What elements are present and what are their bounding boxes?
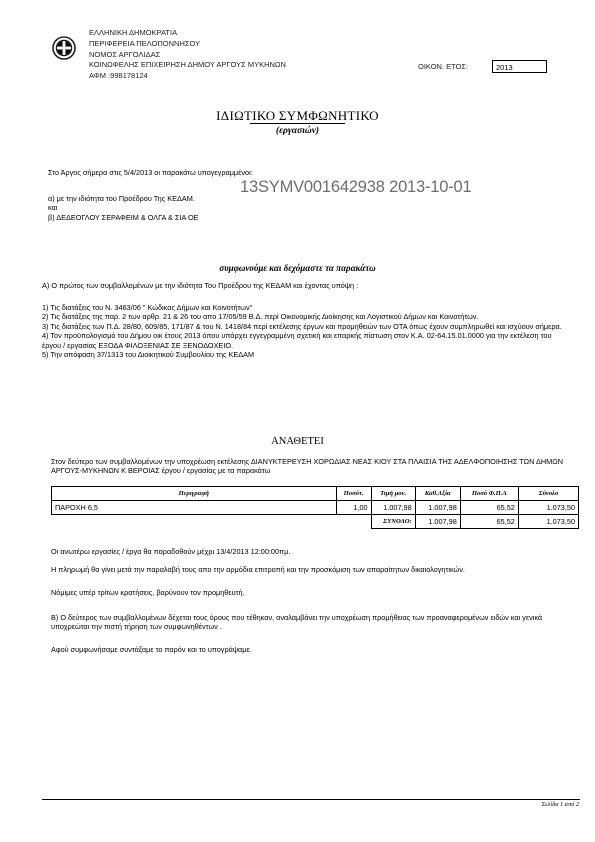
header-line: ΕΛΛΗΝΙΚΗ ΔΗΜΟΚΡΑΤΙΑ — [89, 28, 178, 37]
header-line: ΚΟΙΝΩΦΕΛΗΣ ΕΠΙΧΕΙΡΗΣΗ ΔΗΜΟΥ ΑΡΓΟΥΣ ΜΥΚΗΝΩΝ — [89, 60, 286, 70]
table-total-row — [52, 515, 579, 529]
total-cell: 65,52 — [460, 515, 518, 529]
column-header: Σύνολο — [518, 487, 578, 501]
party-b: β) ΔΕΔΕΟΓΛΟΥ ΣΕΡΑΦΕΙΜ & ΟΛΓΑ & ΣΙΑ ΟΕ — [48, 213, 199, 222]
assigns-text: Στον δεύτερο των συμβαλλομένων την υποχρέωση εκτέλεσης ΔΙΑΝΥΚΤΕΡΕΥΣΗ ΧΟΡΩΔΙΑΣ ΝΕΑΣ ΚΙΟΥ ΣΤΑ ΠΛΑΙΣΙΑ ΤΗΣ ΑΔΕΛΦΟΠΟΙΗΣΗΣ ΤΩΝ ΔΗΜΩΝ ΑΡΓΟΥΣ-ΜΥΚΗΝΩΝ Κ ΒΕΡΟΙΑΣ έργου / εργασίας με τα παρακάτω — [51, 457, 563, 476]
closing-text: Αφού συμφωνήσαμε συντάξαμε το παρόν και το υπογράψαμε. — [51, 645, 252, 654]
section-a-items — [42, 303, 572, 359]
table-cell: 1.007,98 — [415, 501, 460, 515]
table-row — [52, 501, 579, 515]
services-table — [51, 486, 579, 529]
table-cell: 1.007,98 — [371, 501, 415, 515]
deadline-text: Οι ανωτέρω εργασίες / έργα θα παραδοθούν μέχρι 13/4/2013 12:00:00πμ. — [51, 547, 291, 556]
table-cell: 1.073,50 — [518, 501, 578, 515]
header-line: ΑΦΜ :998178124 — [89, 71, 148, 81]
legal-item: 4) Τον προϋπολογισμό του Δήμου οικ έτους 2013 όπου υπάρχει εγγεγραμμένη σχετική και επαρκής πίστωση στον Κ.Α. 02-64.15.01.0000 για την εκτέλεση του έργου / εργασίας ΕΞΟΔΑ ΦΙΛΟΞΕΝΙΑΣ ΣΕ ΞΕΝΟΔΟΧΕΙΟ. — [42, 331, 552, 350]
column-header: Καθ.Αξία — [415, 487, 460, 501]
document-subtitle: (εργασιών) — [275, 126, 320, 136]
table-cell: 65,52 — [460, 501, 518, 515]
assigns-heading: ΑΝΑΘΕΤΕΙ — [271, 436, 324, 447]
table-cell: ΠΑΡΟΧΗ 6,5 — [52, 501, 337, 515]
legal-item: 5) Την απόφαση 37/1313 του Διοικητικού Συμβουλίου της ΚΕΔΑΜ — [42, 350, 255, 360]
column-header: Ποσό Φ.Π.Α — [460, 487, 518, 501]
header-line: ΝΟΜΟΣ ΑΡΓΟΛΙΔΑΣ — [89, 49, 161, 59]
page-number: Σελίδα 1 από 2 — [541, 801, 579, 808]
and-text: και — [48, 203, 58, 212]
registry-stamp: 13SYMV001642938 2013-10-01 — [240, 178, 472, 196]
legal-item: 2) Τις διατάξεις της παρ. 2 των αρθρ. 21 & 26 του απο 17/05/59 Β.Δ. περί Οικονομικής Διοίκησης και Λογιστικού Δήμων και Κοινοτήτων. — [42, 312, 479, 322]
document-title: ΙΔΙΩΤΙΚΟ ΣΥΜΦΩΝΗΤΙΚΟ — [216, 108, 379, 123]
title-underline — [250, 123, 345, 124]
agreement-heading: συμφωνούμε και δεχόμαστε τα παρακάτω — [219, 263, 376, 273]
fiscal-year-value: 2013 — [496, 63, 513, 72]
total-cell: 1.073,50 — [518, 515, 578, 529]
payment-terms: Η πληρωμή θα γίνει μετά την παραλαβή τους απο την αρμόδια επιτροπή και την προσκόμιση των απαραίτητων δικαιολογητικών. — [51, 565, 465, 574]
party-a: α) με την ιδιότητα του Προέδρου Της ΚΕΔΑΜ. — [48, 194, 195, 203]
footer-rule — [42, 799, 580, 800]
total-cell: 1.007,98 — [415, 515, 460, 529]
withholding-terms: Νόμιμες υπέρ τρίτων κρατήσεις, βαρύνουν τον προμηθευτή. — [51, 588, 245, 597]
greek-emblem-logo — [52, 36, 76, 60]
fiscal-year-label: ΟΙΚΟΝ. ΕΤΟΣ: — [418, 62, 469, 71]
section-a-intro: Α) Ο πρώτος των συμβαλλομένων με την ιδιότητα Του Προέδρου της ΚΕΔΑΜ και έχοντας υπόψη : — [42, 281, 359, 290]
fiscal-year-box — [492, 60, 547, 73]
column-header: Τιμή μον. — [371, 487, 415, 501]
table-header-row — [52, 487, 579, 501]
legal-item: 1) Τις διατάξεις του Ν. 3463/06 " Κώδικας Δήμων και Κοινοτήτων" — [42, 303, 253, 312]
issuer-header — [89, 28, 286, 82]
header-line: ΠΕΡΙΦΕΡΕΙΑ ΠΕΛΟΠΟΝΝΗΣΟΥ — [89, 38, 201, 48]
intro-line: Στο Άργος σήμερα στις 5/4/2013 οι παρακάτω υπογεγραμμένοι: — [48, 168, 253, 177]
table-cell: 1,00 — [336, 501, 371, 515]
total-label: ΣΥΝΟΛΟ: — [371, 515, 415, 529]
legal-item: 3) Τις διατάξεις των Π.Δ. 28/80, 609/85, 171/87 & του Ν. 1418/84 περί εκτέλεσης έργων και προμηθειών των ΟΤΑ όπως έχουν συμπληρωθεί και ισχύουν σήμερα. — [42, 321, 562, 331]
section-b-text: Β) Ο δεύτερος των συμβαλλομένων δέχεται τους όρους που τέθηκαν, αναλαμβάνει την υποχρέωση προμήθειας των προαναφερομένων ειδών και γενικά υποχρεώται την πιστή τήρηση των συμφωνηθέντων . — [51, 613, 543, 632]
column-header: Περιγραφή — [52, 487, 337, 501]
column-header: Ποσότ. — [336, 487, 371, 501]
